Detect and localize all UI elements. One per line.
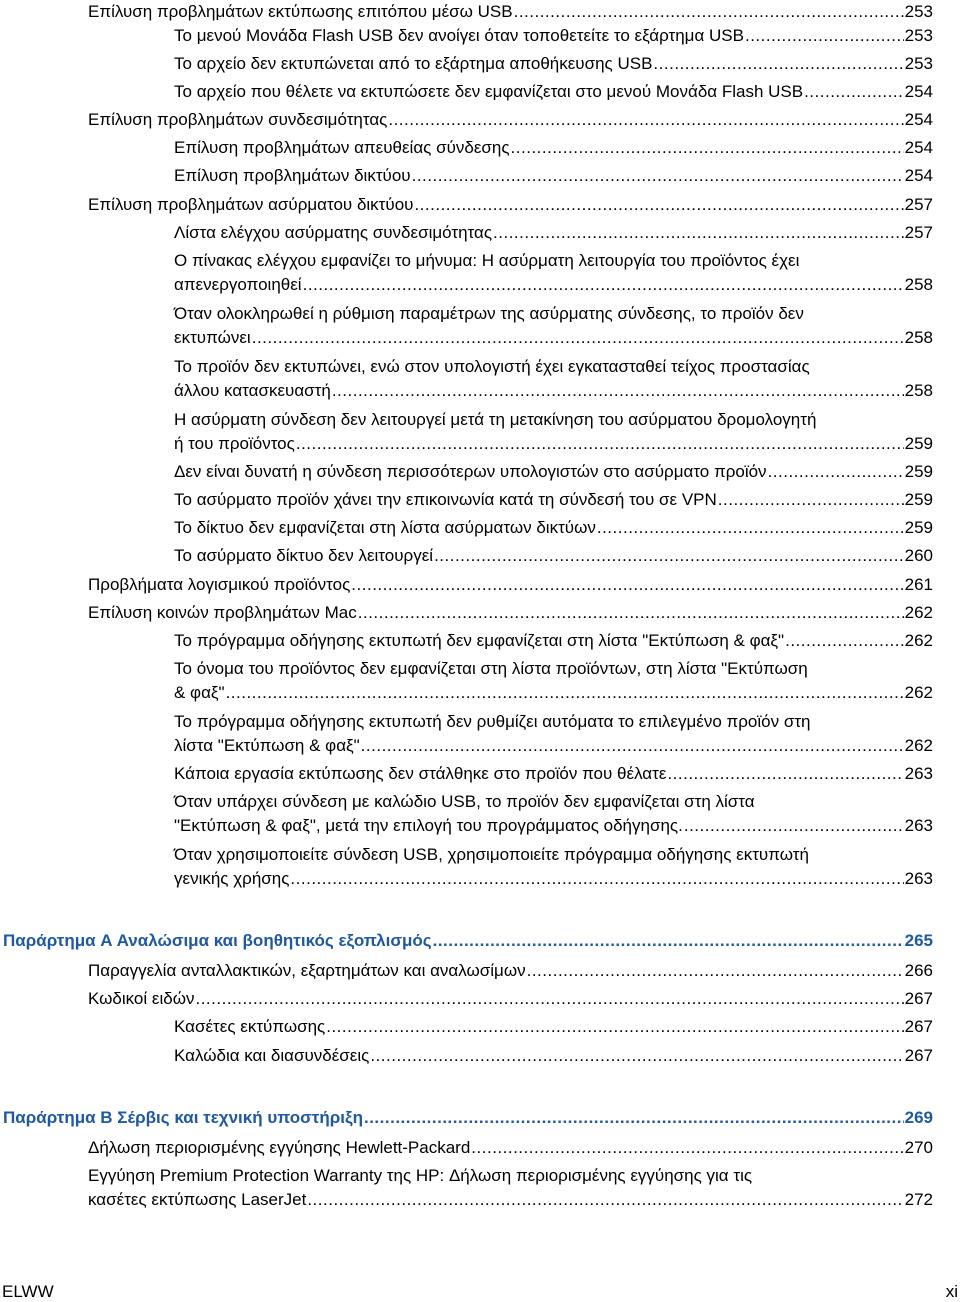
toc-entry[interactable] bbox=[88, 108, 933, 132]
toc-entry-title: Παράρτημα B Σέρβις και τεχνική υποστήριξη bbox=[3, 1108, 363, 1127]
toc-entry-title: γενικής χρήσης bbox=[174, 869, 290, 888]
toc-leader-dots bbox=[388, 108, 903, 132]
toc-entry-title: Προβλήματα λογισμικού προϊόντος bbox=[88, 575, 351, 594]
toc-page-number: 257 bbox=[904, 195, 933, 214]
toc-page-number: 262 bbox=[904, 736, 933, 755]
toc-entry-title: Παραγγελία ανταλλακτικών, εξαρτημάτων και αναλωσίμων bbox=[88, 961, 526, 980]
toc-page-number: 254 bbox=[904, 166, 933, 185]
toc-leader-dots bbox=[434, 544, 904, 568]
toc-page-number: 265 bbox=[904, 931, 933, 950]
toc-page-number: 257 bbox=[904, 223, 933, 242]
footer-doc-code: ELWW bbox=[2, 1282, 54, 1301]
toc-leader-dots bbox=[351, 573, 903, 597]
toc-entry-title: Το πρόγραμμα οδήγησης εκτυπωτή δεν εμφανίζεται στη λίστα "Εκτύπωση & φαξ" bbox=[174, 631, 785, 650]
toc-entry[interactable] bbox=[174, 221, 933, 245]
toc-entry[interactable] bbox=[174, 80, 933, 104]
toc-appendix-entry[interactable] bbox=[3, 929, 933, 953]
toc-page-number: 261 bbox=[904, 575, 933, 594]
toc-page-number: 267 bbox=[904, 989, 933, 1008]
toc-page-number: 260 bbox=[904, 546, 933, 565]
toc-entry[interactable] bbox=[174, 488, 933, 512]
toc-leader-dots bbox=[226, 681, 904, 705]
toc-entry-title: Επίλυση προβλημάτων απευθείας σύνδεσης bbox=[174, 138, 510, 157]
toc-entry-title: Δεν είναι δυνατή η σύνδεση περισσότερων υπολογιστών στο ασύρματο προϊόν bbox=[174, 462, 767, 481]
toc-leader-dots bbox=[684, 814, 904, 838]
toc-appendix-entry[interactable] bbox=[3, 1106, 933, 1130]
toc-page-number: 263 bbox=[904, 869, 933, 888]
toc-leader-dots bbox=[361, 734, 904, 758]
toc-entry-title: Δήλωση περιορισμένης εγγύησης Hewlett-Packard bbox=[88, 1138, 471, 1157]
toc-entry-title: Το δίκτυο δεν εμφανίζεται στη λίστα ασύρματων δικτύων bbox=[174, 518, 596, 537]
toc-page-number: 253 bbox=[904, 26, 933, 45]
toc-page-number: 262 bbox=[904, 603, 933, 622]
toc-entry[interactable] bbox=[174, 516, 933, 540]
toc-leader-dots bbox=[195, 987, 903, 1011]
toc-page-number: 258 bbox=[904, 275, 933, 294]
toc-leader-dots bbox=[514, 0, 904, 24]
toc-entry-title: Επίλυση κοινών προβλημάτων Mac bbox=[88, 603, 357, 622]
toc-leader-dots bbox=[745, 24, 904, 48]
toc-page-number: 267 bbox=[904, 1017, 933, 1036]
toc-page-number: 262 bbox=[904, 683, 933, 702]
toc-leader-dots bbox=[804, 80, 904, 104]
toc-entry[interactable] bbox=[174, 657, 933, 705]
toc-entry-title: Επίλυση προβλημάτων ασύρματου δικτύου bbox=[88, 195, 414, 214]
toc-entry-title: Καλώδια και διασυνδέσεις bbox=[174, 1046, 370, 1065]
toc-leader-dots bbox=[414, 193, 903, 217]
toc-page-number: 259 bbox=[904, 518, 933, 537]
toc-entry-title: Εγγύηση Premium Protection Warranty της HP: Δήλωση περιορισμένης εγγύησης για τις bbox=[88, 1166, 753, 1185]
toc-entry-title: Όταν χρησιμοποιείτε σύνδεση USB, χρησιμοποιείτε πρόγραμμα οδήγησης εκτυπωτή bbox=[174, 845, 809, 864]
toc-entry-title: άλλου κατασκευαστή bbox=[174, 381, 331, 400]
toc-page-number: 253 bbox=[904, 54, 933, 73]
toc-entry-title: λίστα "Εκτύπωση & φαξ" bbox=[174, 736, 360, 755]
toc-leader-dots bbox=[493, 221, 904, 245]
toc-leader-dots bbox=[653, 52, 903, 76]
toc-entry[interactable] bbox=[174, 164, 933, 188]
toc-entry-title: Ο πίνακας ελέγχου εμφανίζει το μήνυμα: Η ασύρματη λειτουργία του προϊόντος έχει bbox=[174, 251, 800, 270]
toc-entry[interactable] bbox=[88, 1136, 933, 1160]
toc-entry-title: εκτυπώνει bbox=[174, 328, 251, 347]
toc-entry-title: Όταν υπάρχει σύνδεση με καλώδιο USB, το προϊόν δεν εμφανίζεται στη λίστα bbox=[174, 792, 755, 811]
toc-entry[interactable] bbox=[88, 193, 933, 217]
toc-leader-dots bbox=[412, 164, 904, 188]
toc-entry[interactable] bbox=[174, 1015, 933, 1039]
toc-entry-title: Το μενού Μονάδα Flash USB δεν ανοίγει όταν τοποθετείτε το εξάρτημα USB bbox=[174, 26, 744, 45]
toc-leader-dots bbox=[785, 629, 904, 653]
toc-leader-dots bbox=[358, 601, 904, 625]
toc-entry-title: Το πρόγραμμα οδήγησης εκτυπωτή δεν ρυθμίζει αυτόματα το επιλεγμένο προϊόν στη bbox=[174, 712, 811, 731]
toc-entry-title: Επίλυση προβλημάτων συνδεσιμότητας bbox=[88, 110, 388, 129]
toc-entry-title: απενεργοποιηθεί bbox=[174, 275, 302, 294]
toc-entry[interactable] bbox=[88, 0, 933, 24]
toc-page-number: 259 bbox=[904, 490, 933, 509]
toc-page-number: 253 bbox=[904, 2, 933, 21]
toc-entry[interactable] bbox=[174, 24, 933, 48]
toc-entry[interactable] bbox=[88, 601, 933, 625]
toc-entry-title: ή του προϊόντος bbox=[174, 434, 295, 453]
toc-entry-title: Όταν ολοκληρωθεί η ρύθμιση παραμέτρων της ασύρματης σύνδεσης, το προϊόν δεν bbox=[174, 304, 804, 323]
toc-page-number: 259 bbox=[904, 462, 933, 481]
toc-leader-dots bbox=[667, 762, 903, 786]
toc-leader-dots bbox=[252, 326, 904, 350]
toc-leader-dots bbox=[332, 379, 904, 403]
toc-leader-dots bbox=[326, 1015, 903, 1039]
toc-leader-dots bbox=[307, 1188, 903, 1212]
toc-entry-title: Λίστα ελέγχου ασύρματης συνδεσιμότητας bbox=[174, 223, 493, 242]
toc-entry[interactable] bbox=[88, 573, 933, 597]
footer-page-number: xi bbox=[945, 1282, 958, 1301]
toc-entry[interactable] bbox=[174, 762, 933, 786]
toc-entry[interactable] bbox=[174, 355, 933, 403]
toc-entry[interactable] bbox=[88, 987, 933, 1011]
toc-entry-title: "Εκτύπωση & φαξ", μετά την επιλογή του προγράμματος οδήγησης. bbox=[174, 816, 683, 835]
toc-entry-title: Το αρχείο δεν εκτυπώνεται από το εξάρτημα αποθήκευσης USB bbox=[174, 54, 653, 73]
toc-page-number: 254 bbox=[904, 138, 933, 157]
toc-leader-dots bbox=[364, 1106, 904, 1130]
toc-entry-title: Επίλυση προβλημάτων δικτύου bbox=[174, 166, 411, 185]
toc-page-number: 269 bbox=[904, 1108, 933, 1127]
toc-leader-dots bbox=[433, 929, 904, 953]
toc-page-number: 263 bbox=[904, 816, 933, 835]
toc-leader-dots bbox=[471, 1136, 903, 1160]
toc-page-number: 266 bbox=[904, 961, 933, 980]
toc-entry-title: Το προϊόν δεν εκτυπώνει, ενώ στον υπολογιστή έχει εγκατασταθεί τείχος προστασίας bbox=[174, 357, 810, 376]
toc-entry-title: Η ασύρματη σύνδεση δεν λειτουργεί μετά τη μετακίνηση του ασύρματου δρομολογητή bbox=[174, 410, 817, 429]
toc-entry[interactable] bbox=[174, 1044, 933, 1068]
toc-page-number: 259 bbox=[904, 434, 933, 453]
toc-page-number: 254 bbox=[904, 82, 933, 101]
toc-page-number: 267 bbox=[904, 1046, 933, 1065]
toc-leader-dots bbox=[296, 432, 904, 456]
toc-leader-dots bbox=[718, 488, 904, 512]
toc-page-number: 263 bbox=[904, 764, 933, 783]
toc-entry[interactable] bbox=[174, 249, 933, 297]
toc-leader-dots bbox=[370, 1044, 903, 1068]
toc-leader-dots bbox=[290, 867, 903, 891]
toc-entry[interactable] bbox=[174, 408, 933, 456]
toc-page-number: 272 bbox=[904, 1190, 933, 1209]
toc-leader-dots bbox=[597, 516, 904, 540]
toc-entry-title: κασέτες εκτύπωσης LaserJet bbox=[88, 1190, 307, 1209]
toc-entry-title: Το ασύρματο δίκτυο δεν λειτουργεί bbox=[174, 546, 434, 565]
toc-entry-title: & φαξ" bbox=[174, 683, 225, 702]
toc-entry[interactable] bbox=[174, 790, 933, 838]
toc-entry[interactable] bbox=[174, 710, 933, 758]
toc-page-number: 270 bbox=[904, 1138, 933, 1157]
toc-entry[interactable] bbox=[174, 843, 933, 891]
toc-leader-dots bbox=[303, 273, 904, 297]
toc-entry-title: Κάποια εργασία εκτύπωσης δεν στάλθηκε στο προϊόν που θέλατε bbox=[174, 764, 667, 783]
toc-page-number: 254 bbox=[904, 110, 933, 129]
toc-entry[interactable] bbox=[174, 629, 933, 653]
toc-page-number: 262 bbox=[904, 631, 933, 650]
toc-entry[interactable] bbox=[88, 959, 933, 983]
toc-entry-title: Επίλυση προβλημάτων εκτύπωσης επιτόπου μέσω USB bbox=[88, 2, 513, 21]
toc-page-number: 258 bbox=[904, 328, 933, 347]
toc-page-number: 258 bbox=[904, 381, 933, 400]
toc-leader-dots bbox=[768, 460, 904, 484]
toc-entry-title: Κασέτες εκτύπωσης bbox=[174, 1017, 326, 1036]
toc-entry[interactable] bbox=[88, 1164, 933, 1212]
toc-entry-title: Κωδικοί ειδών bbox=[88, 989, 195, 1008]
toc-entry-title: Το ασύρματο προϊόν χάνει την επικοινωνία κατά τη σύνδεσή του σε VPN bbox=[174, 490, 717, 509]
toc-entry-title: Το όνομα του προϊόντος δεν εμφανίζεται στη λίστα προϊόντων, στη λίστα "Εκτύπωση bbox=[174, 659, 808, 678]
toc-entry[interactable] bbox=[174, 302, 933, 350]
toc-entry-title: Το αρχείο που θέλετε να εκτυπώσετε δεν εμφανίζεται στο μενού Μονάδα Flash USB bbox=[174, 82, 804, 101]
toc-entry[interactable] bbox=[174, 544, 933, 568]
toc-entry[interactable] bbox=[174, 52, 933, 76]
toc-entry[interactable] bbox=[174, 136, 933, 160]
toc-leader-dots bbox=[511, 136, 904, 160]
toc-entry-title: Παράρτημα A Αναλώσιμα και βοηθητικός εξοπλισμός bbox=[3, 931, 432, 950]
toc-leader-dots bbox=[527, 959, 904, 983]
toc-entry[interactable] bbox=[174, 460, 933, 484]
